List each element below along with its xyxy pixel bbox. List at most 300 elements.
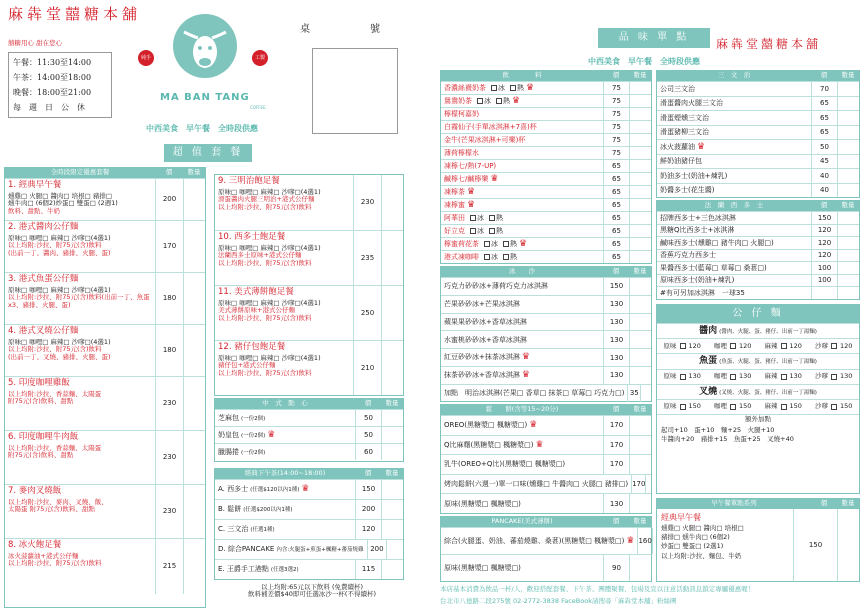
- item-name: 檸蜜荷花茶: [444, 239, 479, 248]
- menu-item-row: [441, 454, 651, 474]
- qty-cell[interactable]: [629, 199, 651, 211]
- qty-cell[interactable]: [183, 377, 205, 430]
- crown-icon: ♛: [626, 535, 635, 546]
- sandwich-table: [656, 70, 860, 198]
- item-name: 白霧仙子(手單冰淇淋+7喜)杯: [444, 122, 537, 131]
- set-row: [5, 376, 205, 430]
- menu-item-row: [441, 415, 651, 435]
- item-note: (一份2個): [241, 449, 266, 456]
- hours-line: 每 週 日 公 休: [13, 103, 85, 112]
- flavor-label: 原味: [663, 341, 677, 350]
- crown-icon: ♛: [535, 439, 544, 450]
- item-price: 130: [603, 367, 629, 384]
- menu-item-row: [657, 224, 859, 237]
- flavor-checkbox[interactable]: [781, 374, 787, 380]
- qty-cell[interactable]: [629, 225, 651, 237]
- flavor-label: 咖哩: [714, 341, 728, 350]
- qty-cell[interactable]: [629, 436, 651, 455]
- ice-option-checkbox[interactable]: 冰: [476, 97, 491, 105]
- set-title: 12. 豬仔包飽足餐: [218, 342, 286, 352]
- item-price: 65: [603, 199, 629, 211]
- value-sets-table: [4, 167, 206, 608]
- flavor-checkbox[interactable]: [680, 343, 686, 349]
- flavor-price: 120: [688, 341, 701, 350]
- item-price: 150: [811, 212, 837, 224]
- qty-cell[interactable]: [183, 485, 205, 538]
- item-price: 160: [637, 528, 651, 554]
- shop-name-left: 麻犇堂囍糖本舖: [8, 5, 142, 23]
- brunch-line: 炒蛋□ 雙蛋□ (2選1): [661, 542, 724, 551]
- flavor-label: 麻辣: [764, 371, 778, 380]
- set-includes: 以上均附:沙拉、香蒜麵、太陽蛋 附75元(含)飲料、甜點: [8, 389, 102, 406]
- item-price: 70: [811, 82, 837, 96]
- set-title: 9. 三明治飽足餐: [218, 176, 280, 186]
- item-name: 原味(黑糖漿□ 楓糖漿□): [444, 563, 521, 572]
- item-price: 50: [355, 427, 381, 443]
- item-price: 120: [811, 237, 837, 249]
- set-options[interactable]: 原味□ 咖哩□ 麻辣□ 沙嗲□(4選1): [8, 233, 111, 242]
- menu-item-row: [657, 168, 859, 183]
- menu-item-row: [215, 426, 403, 443]
- qty-cell[interactable]: [183, 325, 205, 376]
- item-price: 50: [355, 410, 381, 426]
- french-toast-table: [656, 200, 860, 300]
- qty-cell[interactable]: [837, 287, 859, 299]
- menu-item-row: [215, 443, 403, 460]
- menu-item-row: [441, 172, 651, 185]
- qty-cell[interactable]: [837, 509, 859, 581]
- item-price: 65: [603, 186, 629, 198]
- brunch-line: 豬排□ 燻牛肉□ (6個2): [661, 533, 730, 542]
- flavor-label: 沙嗲: [815, 402, 829, 411]
- item-price: 65: [811, 111, 837, 125]
- menu-item-row: [441, 435, 651, 455]
- qty-cell[interactable]: [837, 111, 859, 125]
- set-options[interactable]: 原味□ 咖哩□ 麻辣□ 沙嗲□(4選1): [218, 298, 321, 307]
- col-header: 價: [820, 499, 828, 508]
- set-combo: 美式薄餅原味+港式公仔麵: [218, 306, 295, 315]
- flavor-price: 120: [789, 341, 802, 350]
- item-price: 35: [627, 385, 640, 402]
- qty-cell[interactable]: [381, 286, 403, 340]
- item-price: 200: [355, 500, 381, 519]
- extras-list: 起司+10 蛋+10 麵+25 火腿+10 牛醬肉+20 豬排+15 魚蛋+25 叉燒+40: [661, 425, 794, 444]
- col-header: 數量: [385, 469, 399, 478]
- qty-cell[interactable]: [183, 221, 205, 272]
- item-price: 75: [603, 108, 629, 120]
- flavor-option[interactable]: [809, 373, 860, 380]
- menu-item-row: [657, 139, 859, 154]
- col-header: 數量: [633, 267, 647, 276]
- item-price: 170: [631, 475, 645, 494]
- set-options[interactable]: 原味□ 咖哩□ 麻辣□ 沙嗲□(4選1): [218, 243, 321, 252]
- item-name: 凍檸茶: [444, 187, 465, 196]
- flavor-option[interactable]: [758, 403, 809, 410]
- item-price: 170: [603, 416, 629, 435]
- menu-item-row: [657, 96, 859, 111]
- qty-cell[interactable]: [183, 539, 205, 594]
- set-title: 4. 港式叉燒公仔麵: [8, 326, 79, 336]
- item-name: C. 三文治: [218, 525, 249, 534]
- item-price: 100: [811, 275, 837, 287]
- qty-cell[interactable]: [381, 175, 403, 230]
- qty-cell[interactable]: [629, 212, 651, 224]
- qty-cell[interactable]: [381, 427, 403, 443]
- item-price: 170: [603, 436, 629, 455]
- crown-icon: ♛: [519, 238, 528, 249]
- menu-item-row: [657, 154, 859, 169]
- menu-item-row: [441, 185, 651, 198]
- item-price: 50: [811, 140, 837, 154]
- qty-cell[interactable]: [629, 82, 651, 94]
- hot-option-checkbox[interactable]: 熱: [509, 84, 524, 92]
- qty-cell[interactable]: [629, 494, 651, 513]
- set-includes: 以上均附:沙拉、香蒜麵、太陽蛋 附75元(含)飲料、甜點: [8, 443, 102, 460]
- item-name: 阿華田: [444, 213, 465, 222]
- qty-cell[interactable]: [837, 250, 859, 262]
- item-price: 120: [811, 225, 837, 237]
- item-name: 蘋果果砂砂冰+香草冰淇淋: [444, 317, 527, 326]
- item-price: 120: [355, 520, 381, 539]
- instant-noodle-table: [656, 304, 860, 494]
- flavor-option[interactable]: [657, 403, 708, 410]
- qty-cell[interactable]: [629, 160, 651, 172]
- item-name: 香蕉巧克力西多士: [660, 251, 716, 260]
- col-header: 數量: [841, 201, 855, 210]
- item-name: 紅豆砂砂冰+抹茶冰淇淋: [444, 353, 520, 362]
- item-price: 65: [811, 126, 837, 140]
- col-header: 數量: [187, 168, 201, 177]
- item-price: 60: [355, 444, 381, 460]
- qty-cell[interactable]: [629, 555, 651, 581]
- qty-cell[interactable]: [381, 341, 403, 395]
- item-name: E. 王爵手工港點: [218, 565, 269, 574]
- slogan: 囍糖用心 甜在您心: [8, 39, 63, 47]
- qty-cell[interactable]: [381, 444, 403, 460]
- flavor-price: 120: [739, 341, 752, 350]
- flavor-checkbox[interactable]: [781, 343, 787, 349]
- footer-note: 本店基本消費為飲品一杯/人，歡迎搭配套餐、下午茶、團體聚餐、包場及宣以注意活動訊息鎖定專屬優惠喔！: [440, 585, 755, 593]
- qty-cell[interactable]: [629, 349, 651, 366]
- item-name: 加點 明治冰淇淋(芒果□ 香草□ 抹茶□ 草莓□ 巧克力□): [444, 389, 625, 398]
- qty-cell[interactable]: [837, 126, 859, 140]
- footer-address: 台北市八德路二段275號 02-2772-3838 FaceBook請搜尋「麻犇堂本舖」粉絲團: [440, 597, 677, 605]
- flavor-checkbox[interactable]: [831, 343, 837, 349]
- item-name: 凍檸蜜: [444, 200, 465, 209]
- flavor-checkbox[interactable]: [730, 404, 736, 410]
- set-row: [215, 175, 403, 230]
- a-la-carte-banner: 品 味 單 點: [598, 28, 710, 48]
- flavor-price: 120: [840, 341, 853, 350]
- qty-cell[interactable]: [837, 97, 859, 111]
- menu-item-row: [657, 183, 859, 198]
- noodle-section-header: [657, 323, 859, 338]
- bull-logo-icon: [170, 8, 240, 88]
- item-name: 滑蛋豬柳三文治: [660, 128, 709, 137]
- set-options[interactable]: 燻牛肉□ (6個2)炒蛋□ 雙蛋□ (2週1): [8, 199, 118, 208]
- set-price: 210: [353, 341, 381, 395]
- qty-cell[interactable]: [381, 480, 403, 499]
- col-header: 數量: [633, 517, 647, 526]
- qty-cell[interactable]: [629, 416, 651, 435]
- qty-cell[interactable]: [837, 212, 859, 224]
- item-name: 滑蛋醬肉火腿三文治: [660, 99, 723, 108]
- menu-item-row: [657, 286, 859, 299]
- qty-cell[interactable]: [629, 134, 651, 146]
- flavor-checkbox[interactable]: [730, 343, 736, 349]
- col-header: 數量: [633, 405, 647, 414]
- menu-item-row: [441, 107, 651, 120]
- qty-cell[interactable]: [837, 237, 859, 249]
- set-includes: 以上均附:沙拉、附75元(含)飲料: [218, 258, 312, 267]
- qty-cell[interactable]: [629, 186, 651, 198]
- flavor-label: 麻辣: [764, 341, 778, 350]
- item-name: 凍檸七/熱(7-UP): [444, 161, 497, 170]
- flavor-checkbox[interactable]: [680, 404, 686, 410]
- col-header: 價: [165, 168, 173, 177]
- qty-cell[interactable]: [386, 540, 403, 559]
- ice-option-checkbox[interactable]: 冰: [469, 227, 484, 235]
- afternoon-tea-table: [214, 468, 404, 580]
- item-name: 芝麻包: [218, 413, 239, 422]
- table-number-box[interactable]: [312, 48, 398, 134]
- qty-cell[interactable]: [837, 225, 859, 237]
- item-name: 金牛(芒果冰淇淋+可樂)杯: [444, 135, 526, 144]
- qty-cell[interactable]: [629, 367, 651, 384]
- menu-item-row: [441, 211, 651, 224]
- hours-line: 晚餐：18:00至21:00: [13, 88, 92, 97]
- set-includes: 以上均附:沙拉、附75元(含)飲料 (出前一丁、醬肉、豬排、火腿、蛋): [8, 241, 111, 257]
- qty-cell[interactable]: [652, 528, 653, 554]
- menu-item-row: [441, 295, 651, 313]
- menu-item-row: [657, 274, 859, 287]
- qty-cell[interactable]: [629, 314, 651, 331]
- flavor-label: 沙嗲: [815, 371, 829, 380]
- item-note: (一份2個): [241, 415, 266, 422]
- set-price: 230: [353, 175, 381, 230]
- ice-option-checkbox[interactable]: 冰: [490, 84, 505, 92]
- hot-option-checkbox[interactable]: 熱: [495, 97, 510, 105]
- hot-option-checkbox[interactable]: 熱: [502, 253, 517, 261]
- qty-cell[interactable]: [629, 108, 651, 120]
- set-title: 7. 麥肉叉燒飯: [8, 486, 62, 496]
- qty-cell[interactable]: [629, 278, 651, 295]
- flavor-option[interactable]: [758, 373, 809, 380]
- flavor-option[interactable]: [708, 343, 759, 350]
- menu-item-row: [215, 559, 403, 579]
- item-price: 150: [603, 278, 629, 295]
- menu-item-row: [215, 539, 403, 559]
- menu-item-row: [441, 366, 651, 384]
- qty-cell[interactable]: [629, 331, 651, 348]
- qty-cell[interactable]: [629, 121, 651, 133]
- hot-option-checkbox[interactable]: 熱: [502, 240, 517, 248]
- col-header: PANCAKE(美式薄餅): [491, 517, 553, 526]
- set-title: 11. 美式薄餅飽足餐: [218, 287, 294, 297]
- noodle-name: 叉燒: [699, 386, 718, 397]
- qty-cell[interactable]: [629, 147, 651, 159]
- set-options[interactable]: 原味□ 咖哩□ 麻辣□ 沙嗲□(4選1): [218, 187, 321, 196]
- qty-cell[interactable]: [837, 169, 859, 183]
- col-header: 價: [820, 201, 828, 210]
- item-price: [811, 287, 837, 299]
- flavor-option[interactable]: [708, 373, 759, 380]
- qty-cell[interactable]: [837, 184, 859, 198]
- item-price: 120: [811, 250, 837, 262]
- item-name: 水蜜桃砂砂冰+香草冰淇淋: [444, 335, 527, 344]
- flavor-price: 150: [840, 402, 853, 411]
- qty-cell[interactable]: [629, 251, 651, 263]
- qty-cell[interactable]: [381, 231, 403, 285]
- item-price: 170: [603, 455, 629, 474]
- col-header: 數量: [841, 499, 855, 508]
- set-combo: 滑蛋醬肉火腿三明治+港式公仔麵: [218, 195, 315, 204]
- flavor-option[interactable]: [657, 373, 708, 380]
- flavor-option[interactable]: [657, 343, 708, 350]
- flavor-option[interactable]: [708, 403, 759, 410]
- menu-item-row: [441, 81, 651, 94]
- item-note: (任選$200以內1種): [243, 507, 293, 514]
- menu-item-row: [441, 384, 651, 402]
- item-name: 公司三文治: [660, 84, 695, 93]
- set-options[interactable]: 原味□ 咖哩□ 麻辣□ 沙嗲□(4選1): [8, 337, 111, 346]
- menu-item-row: [441, 198, 651, 211]
- item-note: 內含:火腿蛋+煎蛋+楓糖+蕃茄燒雞: [276, 547, 364, 554]
- noodle-section-header: [657, 353, 859, 368]
- flavor-checkbox[interactable]: [831, 374, 837, 380]
- qty-cell[interactable]: [381, 410, 403, 426]
- item-name: OREO(黑糖漿□ 楓糖漿□): [444, 421, 528, 430]
- set-price: 235: [353, 231, 381, 285]
- qty-cell[interactable]: [381, 500, 403, 519]
- col-header: 中 式 點 心: [262, 399, 308, 408]
- set-includes: 以上均附:沙拉、附75元(含)飲料: [218, 202, 312, 211]
- noodle-flavor-row: [657, 338, 859, 353]
- qty-cell[interactable]: [837, 82, 859, 96]
- qty-cell[interactable]: [837, 140, 859, 154]
- qty-cell[interactable]: [629, 238, 651, 250]
- hours-box: [8, 52, 112, 118]
- item-name: 奶皇包: [218, 430, 239, 439]
- qty-cell[interactable]: [183, 431, 205, 484]
- tea-note: 以上均附:65元以下飲料 (免費續杯) 飲料補差價$40即可任選冰沙一杯(不得續杯): [248, 583, 376, 599]
- flavor-label: 咖哩: [714, 371, 728, 380]
- col-header: 價: [612, 267, 620, 276]
- hours-line: 午茶：14:00至18:00: [13, 73, 92, 82]
- menu-item-row: [441, 133, 651, 146]
- menu-item-row: [441, 554, 651, 581]
- item-name: 鴛鴦奶茶: [444, 96, 472, 105]
- col-header: 數量: [841, 71, 855, 80]
- menu-item-row: [441, 94, 651, 107]
- item-name: 冰火菠蘿油: [660, 142, 695, 151]
- item-name: 滑蛋煙燻三文治: [660, 113, 709, 122]
- set-row: [5, 324, 205, 376]
- qty-cell[interactable]: [183, 273, 205, 324]
- waffle-table: [440, 404, 652, 514]
- flavor-option[interactable]: [809, 403, 860, 410]
- col-header: 全時段限定優惠套餐: [50, 168, 110, 177]
- menu-item-row: [441, 527, 651, 554]
- qty-cell[interactable]: [837, 275, 859, 287]
- crown-icon: ♛: [301, 484, 310, 495]
- qty-cell[interactable]: [629, 455, 651, 474]
- brunch-line: 以上均附:沙拉、麵包、牛奶: [661, 551, 742, 560]
- item-price: 65: [603, 225, 629, 237]
- col-header: 價: [364, 469, 372, 478]
- col-header: 經典下午茶(14:00~18:00): [244, 469, 326, 478]
- item-price: 130: [603, 494, 629, 513]
- menu-item-row: [441, 250, 651, 263]
- col-header: 價: [364, 399, 372, 408]
- ice-option-checkbox[interactable]: 冰: [483, 240, 498, 248]
- flavor-checkbox[interactable]: [831, 404, 837, 410]
- qty-cell[interactable]: [640, 385, 651, 402]
- qty-cell[interactable]: [629, 296, 651, 313]
- drinks-table: [440, 70, 652, 264]
- flavor-checkbox[interactable]: [781, 404, 787, 410]
- set-title: 8. 冰火飽足餐: [8, 540, 62, 550]
- menu-item-row: [657, 236, 859, 249]
- menu-item-row: [441, 348, 651, 366]
- hot-option-checkbox[interactable]: 熱: [488, 227, 503, 235]
- menu-item-row: [441, 330, 651, 348]
- qty-cell[interactable]: [837, 262, 859, 274]
- crown-icon: ♛: [512, 95, 521, 106]
- qty-cell[interactable]: [183, 179, 205, 220]
- set-options[interactable]: 原味□ 咖哩□ 麻辣□ 沙嗲□(4選1): [8, 285, 111, 294]
- set-title: 5. 印度咖哩雞飯: [8, 378, 70, 388]
- item-name: 烤肉鬆餅(六週一)單一口味(燻雞□ 牛醬肉□ 火腿□ 豬排□): [444, 480, 629, 489]
- noodle-section-header: [657, 384, 859, 399]
- set-row: [215, 230, 403, 285]
- set-options[interactable]: 燻雞□ 火腿□ 醬肉□ 培根□ 豬排□: [8, 191, 112, 200]
- flavor-checkbox[interactable]: [680, 374, 686, 380]
- flavor-label: 麻辣: [764, 402, 778, 411]
- set-title: 10. 西多士飽足餐: [218, 232, 286, 242]
- badge-right: 工製: [252, 50, 268, 66]
- item-name: A. 西多士: [218, 485, 249, 494]
- qty-cell[interactable]: [645, 475, 651, 494]
- flavor-checkbox[interactable]: [730, 374, 736, 380]
- menu-item-row: [441, 159, 651, 172]
- flavor-option[interactable]: [758, 343, 809, 350]
- ice-option-checkbox[interactable]: 冰: [469, 214, 484, 222]
- qty-cell[interactable]: [629, 95, 651, 107]
- ice-option-checkbox[interactable]: 冰: [483, 253, 498, 261]
- flavor-label: 原味: [663, 371, 677, 380]
- qty-cell[interactable]: [837, 155, 859, 169]
- item-name: 巧克力砂砂冰+薄荷巧克力冰淇淋: [444, 282, 548, 291]
- set-row: [5, 484, 205, 538]
- crown-icon: ♛: [526, 82, 535, 93]
- qty-cell[interactable]: [381, 520, 403, 539]
- item-price: 90: [603, 555, 629, 581]
- smoothie-table: [440, 266, 652, 402]
- item-name: 原味西多士(奶油+煉乳): [660, 276, 735, 285]
- item-name: Q比麻糬(黑糖漿□ 楓糖漿□): [444, 440, 534, 449]
- hot-option-checkbox[interactable]: 熱: [488, 214, 503, 222]
- set-options[interactable]: 原味□ 咖哩□ 麻辣□ 沙嗲□(4選1): [218, 353, 321, 362]
- item-name: 港式凍咖啡: [444, 252, 479, 261]
- qty-cell[interactable]: [629, 173, 651, 185]
- noodle-title: 公 仔 麵: [657, 305, 859, 323]
- qty-cell[interactable]: [381, 560, 403, 579]
- flavor-option[interactable]: [809, 343, 860, 350]
- item-name: 乳牛(OREO+Q比)(黑糖漿□ 楓糖漿□): [444, 460, 566, 469]
- set-row: [5, 538, 205, 594]
- item-name: B. 鬆餅: [218, 505, 242, 514]
